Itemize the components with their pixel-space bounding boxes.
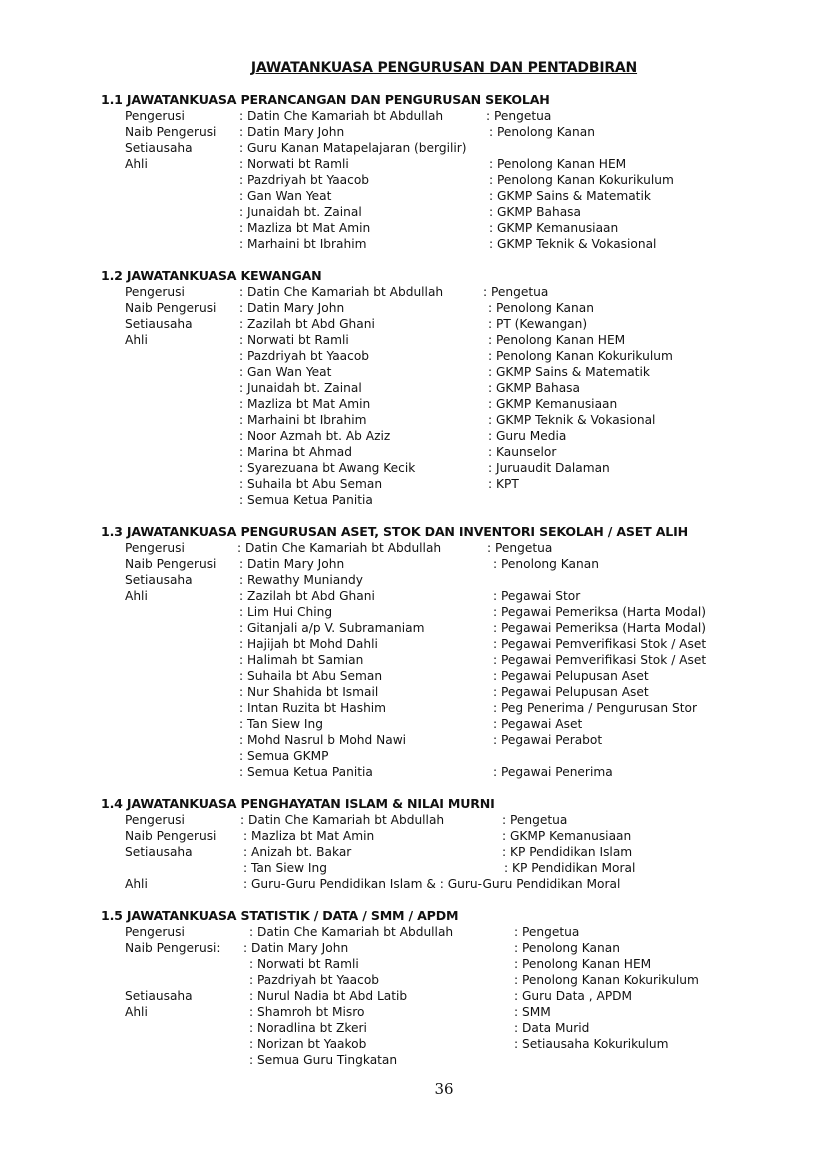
member-row — [101, 332, 827, 348]
section-4 — [101, 796, 827, 892]
section-3 — [101, 524, 827, 780]
member-row — [101, 124, 827, 140]
role-label: Setiausaha — [125, 317, 193, 331]
role-label: Naib Pengerusi: — [125, 941, 221, 955]
member-position: : Pegawai Pemeriksa (Harta Modal) — [493, 621, 707, 635]
member-name: : Marhaini bt Ibrahim — [239, 413, 367, 427]
member-row — [101, 716, 827, 732]
member-position: : Kaunselor — [488, 445, 557, 459]
member-position: : Penolong Kanan — [493, 557, 599, 571]
member-name: : Noradlina bt Zkeri — [249, 1021, 367, 1035]
role-label: Naib Pengerusi — [125, 557, 217, 571]
member-row — [101, 460, 827, 476]
member-name: : Datin Che Kamariah bt Abdullah — [239, 109, 444, 123]
member-row — [101, 748, 827, 764]
member-name: : Guru Kanan Matapelajaran (bergilir) — [239, 141, 467, 155]
role-label: Naib Pengerusi — [125, 301, 217, 315]
section-1 — [101, 92, 827, 252]
member-position: : Penolong Kanan — [489, 125, 595, 139]
member-position: : GKMP Kemanusiaan — [488, 397, 618, 411]
member-name: : Datin Mary John — [239, 557, 345, 571]
role-label: Pengerusi — [125, 813, 185, 827]
member-name: : Datin Che Kamariah bt Abdullah — [240, 813, 445, 827]
member-name: : Datin Che Kamariah bt Abdullah — [249, 925, 454, 939]
member-name: : Semua GKMP — [239, 749, 329, 763]
member-name: : Junaidah bt. Zainal — [239, 205, 362, 219]
member-position: : Penolong Kanan — [488, 301, 594, 315]
member-name: : Intan Ruzita bt Hashim — [239, 701, 387, 715]
member-position: : GKMP Sains & Matematik — [488, 365, 650, 379]
member-name: : Datin Che Kamariah bt Abdullah — [239, 285, 444, 299]
member-name: : Pazdriyah bt Yaacob — [239, 349, 370, 363]
member-row — [101, 204, 827, 220]
member-position: : Penolong Kanan HEM — [488, 333, 626, 347]
page-number: 36 — [434, 1080, 454, 1098]
member-name: : Pazdriyah bt Yaacob — [249, 973, 380, 987]
member-row — [101, 1052, 827, 1068]
section-heading: 1.5 JAWATANKUASA STATISTIK / DATA / SMM / APDM — [101, 908, 459, 923]
member-row — [101, 188, 827, 204]
member-row — [101, 828, 827, 844]
member-name: : Datin Mary John — [239, 301, 345, 315]
member-row — [101, 156, 827, 172]
member-position: : Pegawai Pemverifikasi Stok / Aset — [493, 637, 707, 651]
member-position: : Pegawai Aset — [493, 717, 583, 731]
member-position: : GKMP Kemanusiaan — [502, 829, 632, 843]
member-position: : GKMP Kemanusiaan — [489, 221, 619, 235]
member-name: : Zazilah bt Abd Ghani — [239, 317, 375, 331]
member-position: : Pengetua — [486, 109, 552, 123]
role-label: Pengerusi — [125, 285, 185, 299]
member-position: : Penolong Kanan — [514, 941, 620, 955]
member-row — [101, 364, 827, 380]
member-position: : KP Pendidikan Islam — [502, 845, 633, 859]
member-name: : Datin Mary John — [239, 125, 345, 139]
member-position: : Setiausaha Kokurikulum — [514, 1037, 669, 1051]
member-position: : PT (Kewangan) — [488, 317, 588, 331]
member-name: : Marhaini bt Ibrahim — [239, 237, 367, 251]
member-name: : Lim Hui Ching — [239, 605, 333, 619]
member-row — [101, 620, 827, 636]
member-row — [101, 668, 827, 684]
member-name: : Semua Guru Tingkatan — [249, 1053, 398, 1067]
member-row — [101, 924, 827, 940]
member-row — [101, 108, 827, 124]
member-name: : Gan Wan Yeat — [239, 365, 332, 379]
member-position: : Pegawai Pelupusan Aset — [493, 669, 649, 683]
role-label: Ahli — [125, 333, 148, 347]
role-label: Setiausaha — [125, 989, 193, 1003]
member-row — [101, 396, 827, 412]
member-row — [101, 684, 827, 700]
member-position: : Juruaudit Dalaman — [488, 461, 610, 475]
member-position: : Pegawai Pelupusan Aset — [493, 685, 649, 699]
member-position: : Peg Penerima / Pengurusan Stor — [493, 701, 697, 715]
member-row — [101, 540, 827, 556]
member-name: : Guru-Guru Pendidikan Islam & : Guru-Guru Pendidikan Moral — [243, 877, 621, 891]
member-position: : GKMP Bahasa — [489, 205, 581, 219]
member-row — [101, 732, 827, 748]
document-title: JAWATANKUASA PENGURUSAN DAN PENTADBIRAN — [250, 60, 638, 76]
role-label: Naib Pengerusi — [125, 829, 217, 843]
role-label: Ahli — [125, 1005, 148, 1019]
member-row — [101, 412, 827, 428]
role-label: Ahli — [125, 589, 148, 603]
section-heading: 1.3 JAWATANKUASA PENGURUSAN ASET, STOK DAN INVENTORI SEKOLAH / ASET ALIH — [101, 524, 688, 539]
member-row — [101, 348, 827, 364]
member-position: : GKMP Teknik & Vokasional — [488, 413, 656, 427]
member-row — [101, 316, 827, 332]
member-position: : GKMP Bahasa — [488, 381, 580, 395]
member-name: : Mazliza bt Mat Amin — [239, 397, 371, 411]
member-row — [101, 1020, 827, 1036]
member-position: : Guru Data , APDM — [514, 989, 633, 1003]
member-name: : Marina bt Ahmad — [239, 445, 352, 459]
member-position: : Pegawai Stor — [493, 589, 581, 603]
member-row — [101, 652, 827, 668]
member-name: : Semua Ketua Panitia — [239, 493, 373, 507]
member-row — [101, 588, 827, 604]
role-label: Pengerusi — [125, 925, 185, 939]
member-row — [101, 380, 827, 396]
section-heading: 1.2 JAWATANKUASA KEWANGAN — [101, 268, 322, 283]
member-row — [101, 428, 827, 444]
member-name: : Mazliza bt Mat Amin — [243, 829, 375, 843]
member-position: : Penolong Kanan Kokurikulum — [488, 349, 673, 363]
member-name: : Syarezuana bt Awang Kecik — [239, 461, 416, 475]
member-row — [101, 284, 827, 300]
member-row — [101, 876, 827, 892]
member-position: : Penolong Kanan Kokurikulum — [489, 173, 674, 187]
member-row — [101, 300, 827, 316]
member-name: : Pazdriyah bt Yaacob — [239, 173, 370, 187]
role-label: Ahli — [125, 877, 148, 891]
member-name: : Junaidah bt. Zainal — [239, 381, 362, 395]
member-position: : SMM — [514, 1005, 551, 1019]
member-row — [101, 700, 827, 716]
member-name: : Shamroh bt Misro — [249, 1005, 365, 1019]
role-label: Pengerusi — [125, 541, 185, 555]
member-name: : Hajijah bt Mohd Dahli — [239, 637, 378, 651]
member-name: : Noor Azmah bt. Ab Aziz — [239, 429, 391, 443]
member-row — [101, 812, 827, 828]
member-position: : KP Pendidikan Moral — [504, 861, 636, 875]
member-position: : Penolong Kanan Kokurikulum — [514, 973, 699, 987]
role-label: Setiausaha — [125, 573, 193, 587]
member-position: : Penolong Kanan HEM — [514, 957, 652, 971]
member-position: : Pengetua — [514, 925, 580, 939]
member-name: : Suhaila bt Abu Seman — [239, 477, 383, 491]
member-position: : Pegawai Pemeriksa (Harta Modal) — [493, 605, 707, 619]
member-position: : GKMP Teknik & Vokasional — [489, 237, 657, 251]
member-position: : Guru Media — [488, 429, 567, 443]
member-name: : Norwati bt Ramli — [239, 333, 349, 347]
role-label: Ahli — [125, 157, 148, 171]
member-row — [101, 636, 827, 652]
member-row — [101, 988, 827, 1004]
member-name: : Halimah bt Samian — [239, 653, 364, 667]
member-row — [101, 220, 827, 236]
member-name: : Zazilah bt Abd Ghani — [239, 589, 375, 603]
section-heading: 1.1 JAWATANKUASA PERANCANGAN DAN PENGURUSAN SEKOLAH — [101, 92, 550, 107]
member-name: : Gitanjali a/p V. Subramaniam — [239, 621, 425, 635]
member-name: : Gan Wan Yeat — [239, 189, 332, 203]
member-name: : Nur Shahida bt Ismail — [239, 685, 379, 699]
member-name: : Datin Che Kamariah bt Abdullah — [237, 541, 442, 555]
member-row — [101, 764, 827, 780]
member-position: : Pegawai Pemverifikasi Stok / Aset — [493, 653, 707, 667]
member-name: : Norwati bt Ramli — [239, 157, 349, 171]
member-row — [101, 940, 827, 956]
section-5 — [101, 908, 827, 1068]
role-label: Setiausaha — [125, 845, 193, 859]
member-name: : Nurul Nadia bt Abd Latib — [249, 989, 408, 1003]
member-row — [101, 972, 827, 988]
member-position: : Pengetua — [502, 813, 568, 827]
member-row — [101, 556, 827, 572]
member-row — [101, 956, 827, 972]
member-row — [101, 476, 827, 492]
member-row — [101, 572, 827, 588]
role-label: Pengerusi — [125, 109, 185, 123]
member-row — [101, 172, 827, 188]
member-name: : Mohd Nasrul b Mohd Nawi — [239, 733, 407, 747]
member-position: : Pengetua — [483, 285, 549, 299]
member-position: : Penolong Kanan HEM — [489, 157, 627, 171]
member-row — [101, 604, 827, 620]
member-name: : Tan Siew Ing — [243, 861, 327, 875]
section-2 — [101, 268, 827, 508]
member-position: : KPT — [488, 477, 519, 491]
member-name: : Suhaila bt Abu Seman — [239, 669, 383, 683]
member-name: : Norwati bt Ramli — [249, 957, 359, 971]
member-name: : Anizah bt. Bakar — [243, 845, 352, 859]
member-name: : Norizan bt Yaakob — [249, 1037, 367, 1051]
member-name: : Semua Ketua Panitia — [239, 765, 373, 779]
member-name: : Datin Mary John — [243, 941, 349, 955]
member-row — [101, 492, 827, 508]
member-row — [101, 1004, 827, 1020]
member-position: : Data Murid — [514, 1021, 590, 1035]
member-row — [101, 844, 827, 860]
section-heading: 1.4 JAWATANKUASA PENGHAYATAN ISLAM & NILAI MURNI — [101, 796, 495, 811]
member-name: : Tan Siew Ing — [239, 717, 323, 731]
role-label: Naib Pengerusi — [125, 125, 217, 139]
member-name: : Rewathy Muniandy — [239, 573, 363, 587]
member-position: : Pegawai Perabot — [493, 733, 603, 747]
member-row — [101, 860, 827, 876]
member-position: : Pengetua — [487, 541, 553, 555]
member-row — [101, 444, 827, 460]
member-position: : Pegawai Penerima — [493, 765, 613, 779]
member-row — [101, 140, 827, 156]
member-row — [101, 236, 827, 252]
member-name: : Mazliza bt Mat Amin — [239, 221, 371, 235]
role-label: Setiausaha — [125, 141, 193, 155]
member-row — [101, 1036, 827, 1052]
member-position: : GKMP Sains & Matematik — [489, 189, 651, 203]
